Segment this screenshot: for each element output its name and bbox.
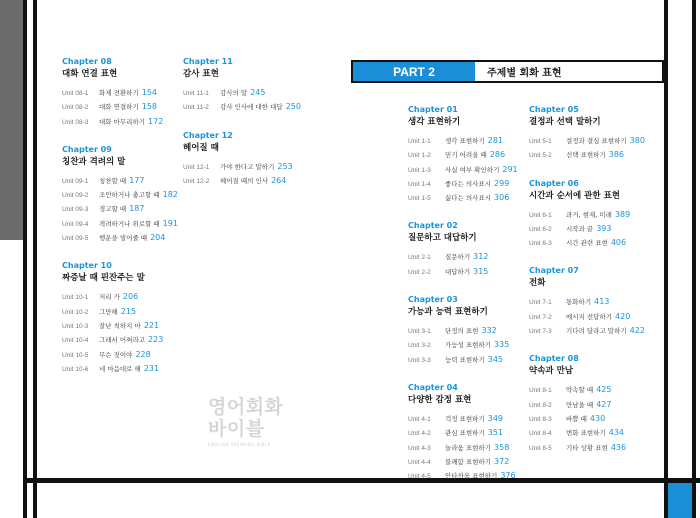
unit-entry[interactable]: [183, 100, 301, 114]
unit-title: 불쾌함 표현하기: [445, 457, 492, 466]
unit-title: 가야 한다고 말하기: [220, 162, 275, 171]
unit-entry[interactable]: [408, 191, 526, 205]
unit-number: Unit 3-3: [408, 356, 431, 364]
unit-title: 놀라움 표현하기: [445, 443, 492, 452]
unit-entry[interactable]: [408, 163, 526, 177]
unit-entry[interactable]: [62, 231, 180, 245]
unit-title: 조언하거나 충고할 때: [99, 191, 160, 200]
chapter-title: 칭찬과 격려의 말: [62, 156, 126, 167]
page-number: 376: [500, 471, 516, 481]
part-label: PART 2: [353, 62, 475, 81]
chapter-section: [62, 56, 180, 129]
page-number: 206: [122, 292, 139, 302]
chapter-title: 질문하고 대답하기: [408, 233, 477, 244]
unit-number: Unit 1-2: [408, 152, 431, 160]
chapter-number: Chapter 02: [408, 221, 458, 231]
chapter-number: Chapter 04: [408, 382, 458, 392]
unit-title: 잘난 척하지 마: [99, 321, 141, 330]
unit-entry[interactable]: [62, 202, 180, 216]
page-number: 425: [596, 385, 612, 395]
unit-entry[interactable]: [62, 290, 180, 304]
unit-entry[interactable]: [408, 455, 526, 469]
unit-entry[interactable]: [529, 134, 659, 148]
unit-title: 기타 상황 표현: [566, 443, 608, 452]
unit-number: Unit 08-2: [62, 104, 89, 112]
unit-title: 단정의 표현: [445, 327, 479, 336]
page-number: 436: [610, 442, 627, 452]
unit-title: 화제 전환하기: [99, 89, 139, 97]
chapter-number: Chapter 07: [529, 266, 579, 276]
unit-number: Unit 7-3: [529, 328, 552, 336]
unit-number: Unit 5-2: [529, 152, 552, 160]
unit-title: 믿기 어려울 때: [445, 151, 487, 160]
toc-column-left-2: [183, 56, 301, 203]
page-number: 228: [135, 349, 151, 359]
unit-title: 통화하기: [566, 298, 592, 307]
chapter-number: Chapter 01: [408, 105, 458, 114]
unit-entry[interactable]: [62, 100, 180, 114]
chapter-title: 가능과 능력 표현하기: [408, 307, 488, 318]
unit-entry[interactable]: [183, 160, 293, 174]
unit-title: 그만해: [99, 307, 118, 316]
unit-number: Unit 5-1: [529, 138, 552, 145]
page-number: 430: [589, 413, 606, 423]
unit-title: 질문하기: [445, 253, 471, 262]
unit-entry[interactable]: [529, 412, 659, 426]
unit-entry[interactable]: [529, 148, 659, 162]
unit-title: 대답하기: [445, 267, 471, 276]
chapter-title: 대화 연결 표현: [62, 69, 118, 79]
logo-line-1: 영어회화: [208, 396, 284, 418]
unit-title: 무슨 짓이야: [99, 350, 133, 359]
unit-number: Unit 08-3: [62, 118, 89, 126]
unit-entry[interactable]: [529, 324, 659, 338]
unit-number: Unit 09-2: [62, 192, 89, 200]
book-logo-watermark: [208, 396, 283, 447]
unit-number: Unit 09-5: [62, 235, 89, 243]
page-number: 281: [487, 136, 504, 145]
unit-title: 대화 연결하기: [99, 103, 139, 112]
chapter-number: Chapter 10: [62, 261, 112, 271]
unit-title: 싫다는 의사표시: [445, 194, 492, 203]
unit-number: Unit 6-3: [529, 240, 552, 248]
unit-entry[interactable]: [529, 426, 659, 440]
unit-title: 약속할 때: [566, 386, 594, 395]
unit-number: Unit 8-5: [529, 444, 552, 452]
unit-number: Unit 10-2: [62, 308, 89, 316]
page-number: 434: [608, 428, 625, 438]
gray-block-left: [0, 0, 23, 240]
unit-entry[interactable]: [62, 86, 180, 100]
unit-entry[interactable]: [408, 338, 526, 352]
unit-number: Unit 4-4: [408, 458, 431, 466]
unit-number: Unit 2-1: [408, 254, 431, 262]
unit-number: Unit 1-4: [408, 180, 431, 188]
unit-number: Unit 3-2: [408, 342, 431, 350]
unit-entry[interactable]: [62, 217, 180, 231]
page-number: 312: [473, 252, 489, 262]
page-number: 177: [129, 175, 145, 185]
unit-title: 경고할 때: [99, 205, 127, 214]
chapter-title: 다양한 감정 표현: [408, 394, 472, 405]
unit-number: Unit 11-1: [183, 90, 209, 97]
page-number: 182: [162, 190, 178, 200]
chapter-section: [408, 382, 526, 483]
frame-vline-left-outer: [23, 0, 27, 518]
chapter-section: [529, 178, 659, 251]
unit-entry[interactable]: [62, 319, 180, 333]
unit-title: 과거, 현재, 미래: [566, 210, 612, 219]
page-number: 264: [271, 175, 287, 185]
chapter-title: 생각 표현하기: [408, 117, 461, 127]
page-number: 245: [250, 88, 266, 97]
unit-number: Unit 10-5: [62, 351, 89, 359]
unit-title: 헤어질 때의 인사: [220, 176, 269, 185]
unit-entry[interactable]: [62, 348, 180, 362]
unit-entry[interactable]: [408, 324, 526, 338]
chapter-section: [408, 104, 526, 205]
chapter-title: 약속과 만남: [529, 366, 574, 377]
page-number: 215: [120, 306, 137, 316]
page-number: 389: [614, 209, 631, 219]
unit-title: 시간 관련 표현: [566, 239, 608, 248]
page-number: 154: [141, 88, 158, 97]
page-number: 332: [481, 326, 497, 336]
unit-entry[interactable]: [62, 333, 180, 347]
unit-title: 행운을 빌어줄 때: [99, 234, 148, 243]
unit-entry[interactable]: [62, 115, 180, 129]
unit-number: Unit 09-3: [62, 206, 89, 214]
chapter-section: [62, 144, 180, 245]
chapter-section: [529, 353, 659, 454]
unit-number: Unit 10-3: [62, 322, 89, 330]
frame-vline-left-inner: [33, 0, 37, 518]
page-number: 335: [494, 340, 510, 350]
unit-number: Unit 11-2: [183, 104, 209, 112]
frame-vline-right-outer: [692, 0, 696, 518]
toc-column-right-1: [408, 104, 526, 498]
unit-entry[interactable]: [529, 310, 659, 324]
unit-entry[interactable]: [62, 174, 180, 188]
page-number: 372: [494, 456, 510, 466]
logo-subtitle: ENGLISH SPEAKING BIBLE: [208, 442, 271, 447]
unit-entry[interactable]: [408, 148, 526, 162]
page-number: 158: [141, 102, 158, 112]
chapter-title: 헤어질 때: [183, 142, 219, 153]
unit-number: Unit 4-3: [408, 444, 431, 452]
page-number: 187: [129, 204, 145, 214]
unit-title: 격려하거나 위로할 때: [99, 219, 160, 228]
page-number: 231: [143, 363, 160, 373]
unit-entry[interactable]: [529, 236, 659, 250]
unit-title: 그래서 어쩌라고: [99, 336, 146, 345]
frame-vline-right: [664, 0, 668, 518]
unit-title: 좋다는 의사표시: [445, 179, 492, 188]
page-number: 191: [162, 218, 178, 228]
part-header: [351, 60, 664, 83]
unit-title: 결정과 결심 표현하기: [566, 137, 627, 145]
unit-number: Unit 1-1: [408, 138, 431, 145]
unit-entry[interactable]: [529, 441, 659, 455]
chapter-number: Chapter 05: [529, 105, 579, 114]
chapter-title: 짜증날 때 핀잔주는 말: [62, 273, 145, 284]
unit-number: Unit 4-2: [408, 430, 431, 438]
unit-title: 생각 표현하기: [445, 137, 485, 145]
unit-number: Unit 6-2: [529, 225, 552, 233]
page-number: 299: [494, 178, 510, 188]
chapter-title: 시간과 순서에 관한 표현: [529, 190, 620, 201]
part-title: 주제별 회화 표현: [487, 68, 562, 79]
unit-title: 사실 여부 확인하기: [445, 165, 500, 174]
unit-number: Unit 08-1: [62, 90, 89, 97]
unit-number: Unit 2-2: [408, 268, 431, 276]
unit-entry[interactable]: [183, 174, 293, 188]
unit-entry[interactable]: [529, 398, 659, 412]
toc-column-right-2: [529, 104, 659, 470]
unit-title: 시작과 끝: [566, 224, 594, 233]
unit-number: Unit 09-4: [62, 220, 89, 228]
page-number: 420: [615, 311, 631, 321]
unit-title: 칭찬할 때: [99, 176, 127, 185]
logo-line-2: 바이블: [208, 418, 265, 440]
unit-entry[interactable]: [529, 222, 659, 236]
unit-entry[interactable]: [529, 295, 659, 309]
unit-number: Unit 1-5: [408, 195, 431, 203]
unit-entry[interactable]: [529, 383, 659, 397]
unit-title: 선택 표현하기: [566, 151, 606, 160]
unit-title: 감사 인사에 대한 대답: [220, 103, 283, 112]
page-number: 351: [487, 428, 504, 438]
page-number: 253: [277, 161, 293, 171]
page-number: 349: [487, 413, 504, 423]
unit-title: 대화 마무리하기: [99, 117, 146, 126]
unit-title: 저리 가: [99, 293, 120, 302]
chapter-number: Chapter 08: [529, 354, 579, 364]
chapter-title: 전화: [529, 278, 546, 289]
unit-title: 안타까움 표현하기: [445, 472, 498, 481]
unit-title: 바쁠 때: [566, 414, 587, 423]
unit-number: Unit 3-1: [408, 328, 431, 336]
unit-number: Unit 12-1: [183, 163, 210, 171]
unit-title: 네 마음대로 해: [99, 364, 141, 373]
chapter-number: Chapter 09: [62, 144, 112, 154]
unit-number: Unit 10-4: [62, 337, 89, 345]
unit-entry[interactable]: [408, 177, 526, 191]
unit-title: 걱정 표현하기: [445, 414, 485, 423]
page-number: 250: [285, 102, 301, 112]
chapter-section: [408, 220, 526, 279]
page-number: 291: [502, 164, 518, 174]
unit-number: Unit 10-1: [62, 294, 89, 302]
page-number: 393: [596, 223, 612, 233]
unit-number: Unit 09-1: [62, 177, 89, 185]
unit-entry[interactable]: [529, 208, 659, 222]
page-number: 386: [608, 150, 625, 160]
unit-number: Unit 8-4: [529, 430, 552, 438]
toc-column-left-1: [62, 56, 180, 391]
frame-hline-bottom: [23, 478, 700, 483]
unit-entry[interactable]: [408, 469, 526, 483]
unit-title: 능력 표현하기: [445, 355, 485, 364]
chapter-title: 결정과 선택 말하기: [529, 117, 601, 127]
page-number: 413: [594, 297, 610, 307]
chapter-number: Chapter 08: [62, 57, 112, 66]
chapter-number: Chapter 03: [408, 295, 458, 305]
unit-entry[interactable]: [408, 412, 526, 426]
unit-entry[interactable]: [408, 353, 526, 367]
chapter-section: [408, 294, 526, 367]
unit-entry[interactable]: [62, 188, 180, 202]
page-number: 172: [148, 116, 164, 126]
blue-block-bottom-right: [668, 483, 692, 518]
unit-number: Unit 4-1: [408, 415, 431, 423]
unit-number: Unit 7-1: [529, 299, 552, 307]
unit-entry[interactable]: [408, 265, 526, 279]
unit-number: Unit 6-1: [529, 211, 552, 219]
unit-number: Unit 1-3: [408, 166, 431, 174]
unit-entry[interactable]: [408, 134, 526, 148]
page-number: 406: [610, 238, 627, 248]
unit-title: 기다려 달라고 말하기: [566, 327, 627, 336]
unit-number: Unit 12-2: [183, 177, 210, 185]
unit-title: 변화 표현하기: [566, 429, 606, 438]
chapter-number: Chapter 12: [183, 130, 233, 140]
page-number: 204: [150, 233, 166, 243]
page-number: 286: [489, 150, 506, 160]
chapter-number: Chapter 06: [529, 178, 579, 188]
unit-entry[interactable]: [183, 86, 293, 100]
unit-number: Unit 10-6: [62, 365, 89, 373]
unit-number: Unit 8-3: [529, 415, 552, 423]
page-number: 427: [596, 399, 612, 409]
unit-title: 관심 표현하기: [445, 429, 485, 438]
unit-number: Unit 8-1: [529, 387, 552, 395]
chapter-section: [529, 104, 659, 163]
unit-title: 가능성 표현하기: [445, 341, 492, 350]
unit-entry[interactable]: [62, 305, 180, 319]
chapter-title: 감사 표현: [183, 69, 219, 79]
unit-entry[interactable]: [62, 362, 180, 376]
unit-number: Unit 4-5: [408, 473, 431, 481]
chapter-section: [183, 56, 301, 115]
unit-title: 만남을 때: [566, 400, 594, 409]
page-number: 422: [629, 326, 645, 336]
page-number: 358: [494, 442, 510, 452]
chapter-section: [62, 260, 180, 376]
chapter-section: [183, 130, 293, 189]
chapter-number: Chapter 11: [183, 57, 233, 66]
unit-number: Unit 8-2: [529, 401, 552, 409]
page-number: 380: [629, 136, 645, 145]
unit-title: 감사의 말: [220, 89, 248, 97]
unit-entry[interactable]: [408, 441, 526, 455]
unit-entry[interactable]: [408, 426, 526, 440]
unit-title: 메시지 전달하기: [566, 312, 613, 321]
page-number: 315: [473, 266, 489, 276]
chapter-section: [529, 265, 659, 338]
unit-entry[interactable]: [408, 250, 526, 264]
unit-number: Unit 7-2: [529, 313, 552, 321]
page-number: 345: [487, 354, 504, 364]
page-number: 223: [148, 335, 164, 345]
page-number: 221: [143, 320, 160, 330]
page-number: 306: [494, 193, 510, 203]
